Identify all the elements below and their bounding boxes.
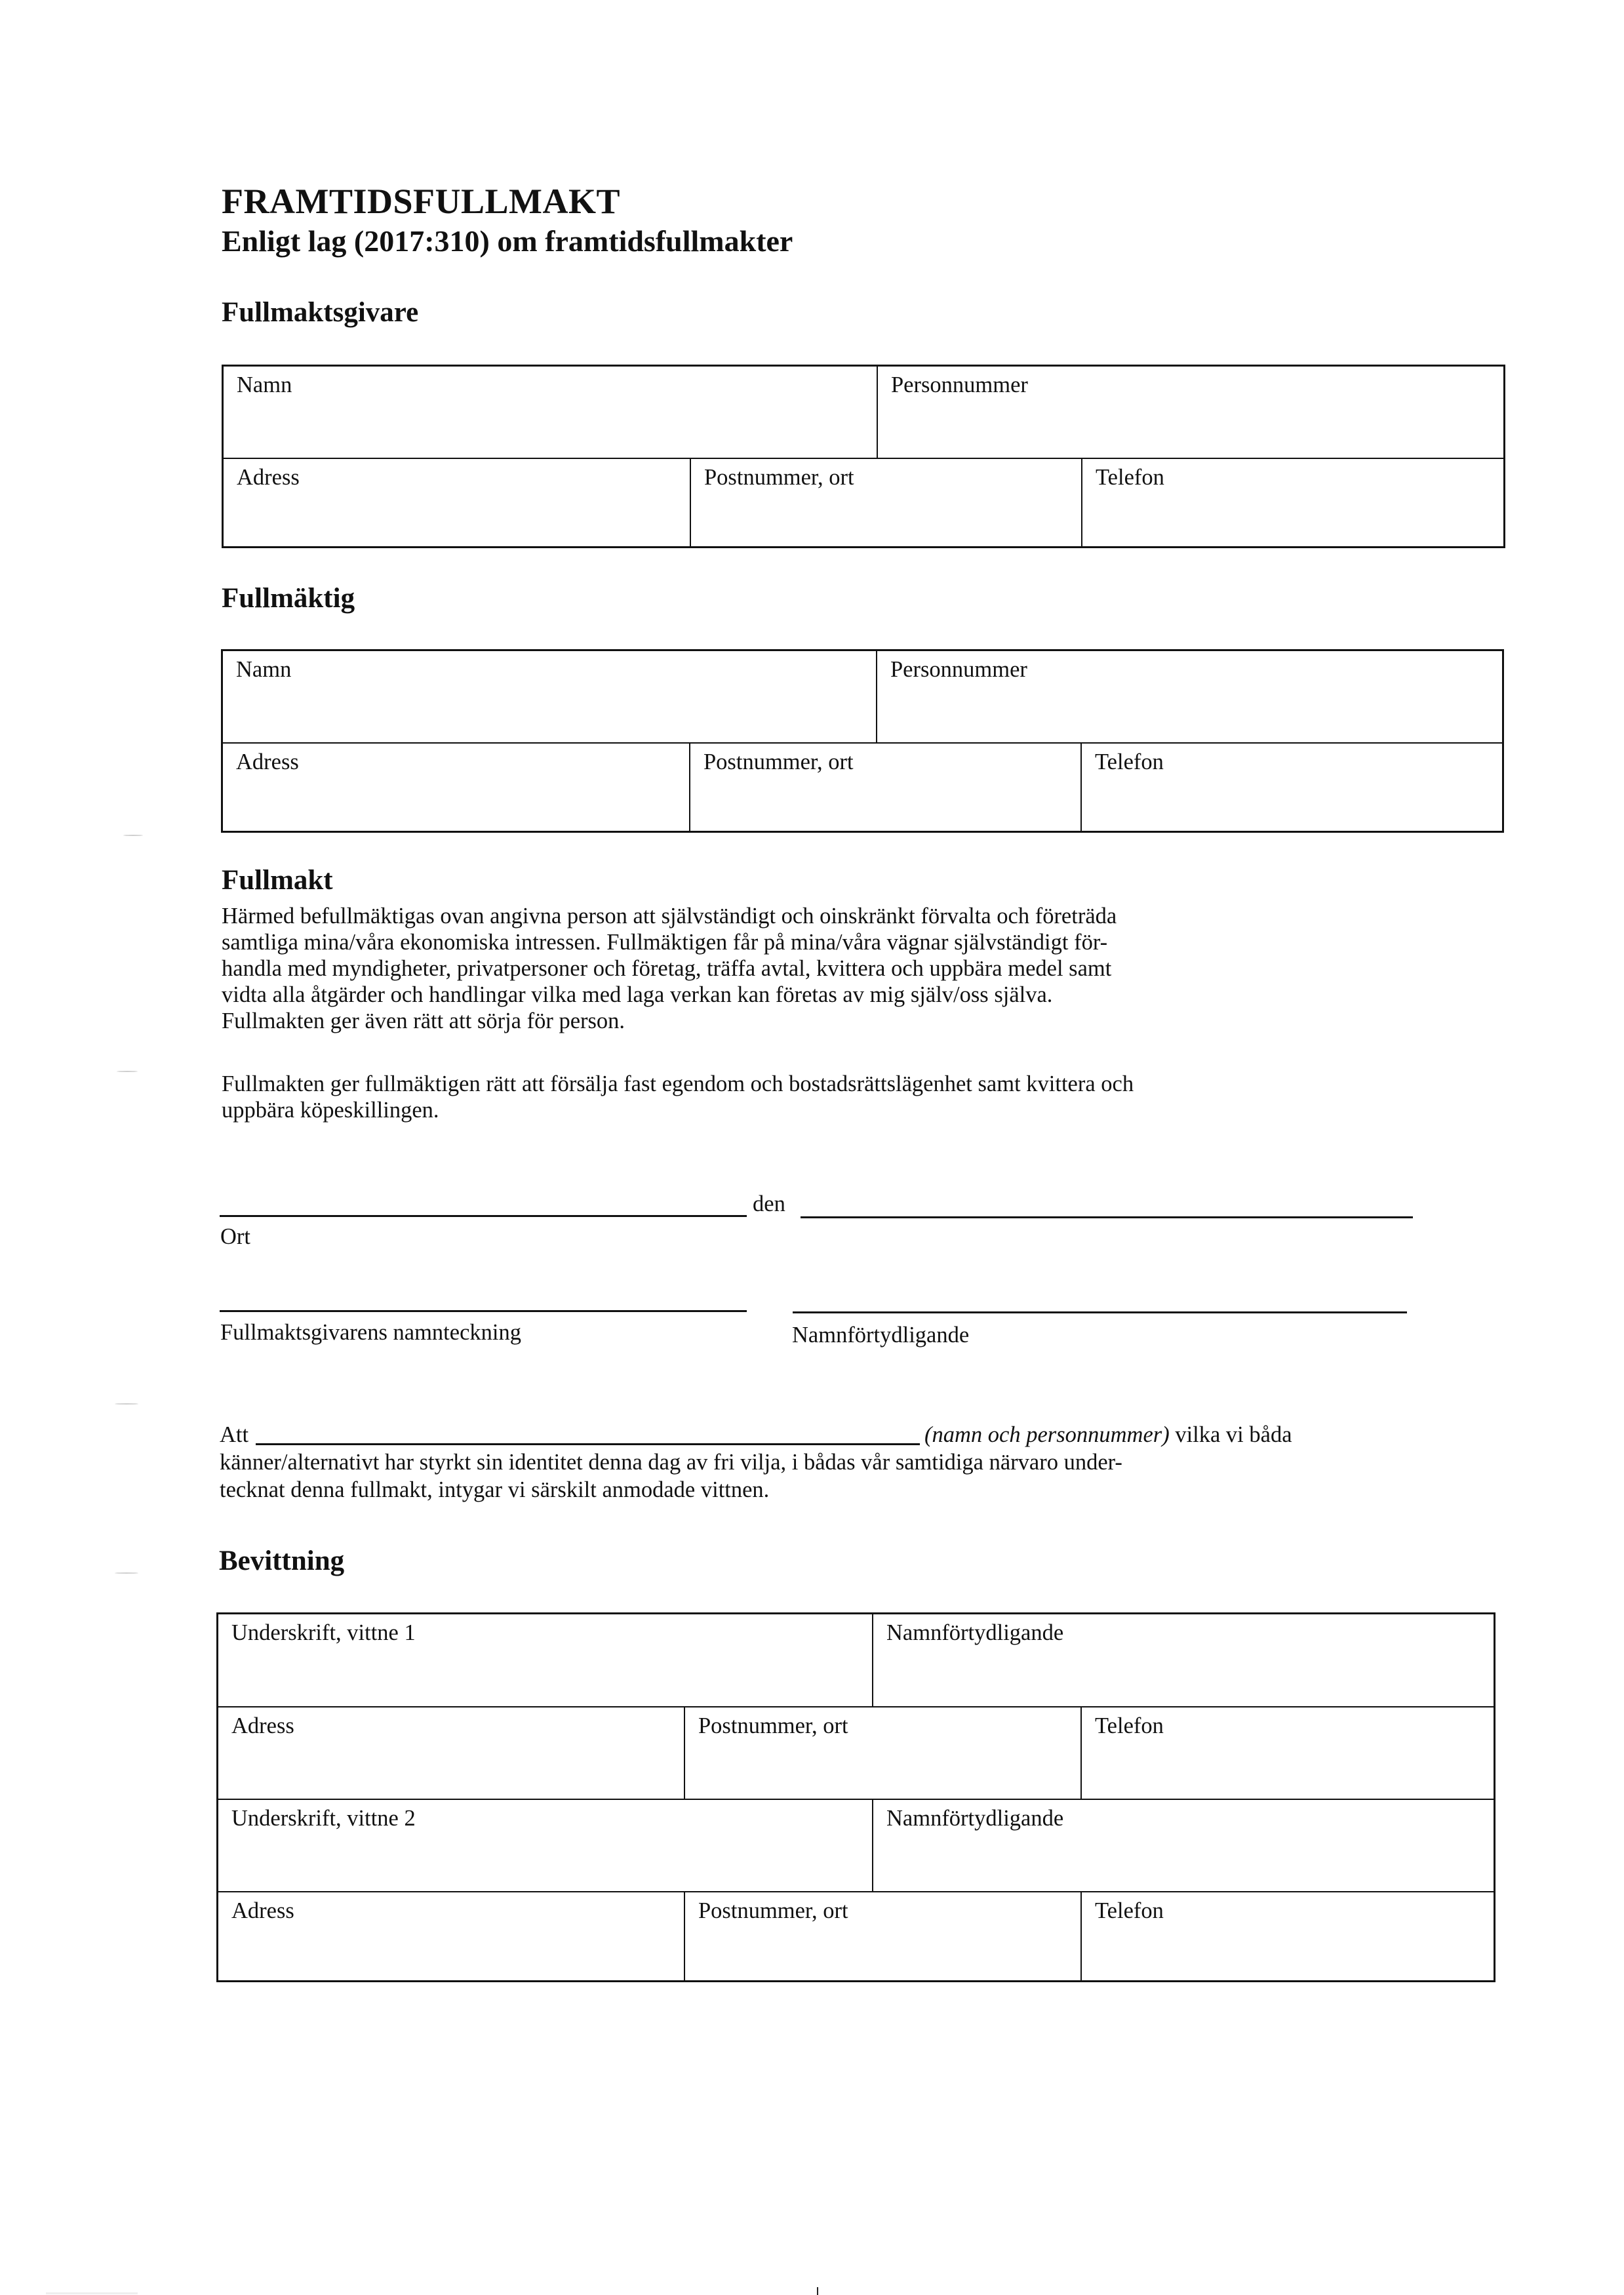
fullmakt-paragraph-1 bbox=[222, 903, 1507, 1034]
field-label: Postnummer, ort bbox=[704, 465, 854, 490]
form-row bbox=[218, 1706, 1494, 1799]
scan-artifact bbox=[117, 1071, 138, 1072]
document-subtitle: Enligt lag (2017:310) om framtidsfullmakter bbox=[222, 224, 793, 258]
field-adress-vittne-1[interactable] bbox=[218, 1707, 684, 1799]
field-label: Adress bbox=[237, 465, 300, 490]
field-label: Postnummer, ort bbox=[698, 1898, 848, 1923]
scan-artifact bbox=[115, 1403, 138, 1405]
field-telefon-vittne-2[interactable] bbox=[1080, 1892, 1494, 1980]
namnfortydligande-vittne-2-input[interactable] bbox=[886, 1837, 1487, 1876]
postnummer-ort-input[interactable] bbox=[704, 496, 1075, 535]
adress-vittne-2-input[interactable] bbox=[231, 1929, 677, 1968]
attestation-line-3: tecknat denna fullmakt, intygar vi särskilt anmodade vittnen. bbox=[220, 1477, 770, 1502]
postnummer-ort-vittne-2-input[interactable] bbox=[698, 1929, 1074, 1968]
field-telefon[interactable] bbox=[1080, 744, 1502, 831]
field-telefon[interactable] bbox=[1081, 459, 1503, 546]
field-label: Telefon bbox=[1095, 1713, 1164, 1738]
field-personnummer[interactable] bbox=[876, 651, 1502, 742]
section-heading-bevittning: Bevittning bbox=[219, 1546, 345, 1576]
field-label: Personnummer bbox=[891, 372, 1028, 397]
paragraph-line: Fullmakten ger fullmäktigen rätt att försälja fast egendom och bostadsrättslägenhet samt kvittera och bbox=[222, 1071, 1134, 1096]
adress-vittne-1-input[interactable] bbox=[231, 1744, 677, 1784]
field-label: Namnförtydligande bbox=[886, 1620, 1064, 1645]
telefon-input[interactable] bbox=[1096, 496, 1497, 535]
attestation-name-input[interactable] bbox=[259, 1416, 915, 1441]
adress-input[interactable] bbox=[236, 780, 683, 820]
scan-artifact bbox=[115, 1572, 138, 1574]
scan-artifact bbox=[46, 2292, 138, 2294]
paragraph-line: vidta alla åtgärder och handlingar vilka med laga verkan kan företas av mig själv/oss själva. bbox=[222, 982, 1053, 1007]
field-label: Adress bbox=[236, 749, 299, 774]
underskrift-vittne-2-input[interactable] bbox=[231, 1837, 865, 1876]
field-namnfortydligande-vittne-2[interactable] bbox=[872, 1800, 1494, 1891]
personnummer-input[interactable] bbox=[890, 688, 1495, 727]
underskrift-vittne-1-input[interactable] bbox=[231, 1651, 865, 1690]
adress-input[interactable] bbox=[237, 496, 683, 535]
field-label: Telefon bbox=[1095, 749, 1164, 774]
telefon-input[interactable] bbox=[1095, 780, 1495, 820]
field-adress[interactable] bbox=[224, 459, 690, 546]
field-underskrift-vittne-2[interactable] bbox=[218, 1800, 872, 1891]
form-row bbox=[218, 1614, 1494, 1706]
field-label: Telefon bbox=[1096, 465, 1164, 490]
field-label: Postnummer, ort bbox=[703, 749, 854, 774]
ort-input[interactable] bbox=[223, 1184, 741, 1212]
field-telefon-vittne-1[interactable] bbox=[1080, 1707, 1494, 1799]
paragraph-line: Fullmakten ger även rätt att sörja för person. bbox=[222, 1008, 625, 1033]
date-input[interactable] bbox=[804, 1184, 1407, 1212]
paragraph-line: samtliga mina/våra ekonomiska intressen. Fullmäktigen får på mina/våra vägnar självständigt för- bbox=[222, 930, 1108, 955]
form-row bbox=[218, 1799, 1494, 1891]
paragraph-line: uppbära köpeskillingen. bbox=[222, 1098, 439, 1123]
fullmaktig-form bbox=[221, 649, 1504, 833]
field-label: Telefon bbox=[1095, 1898, 1164, 1923]
scan-artifact bbox=[817, 2287, 818, 2295]
form-row bbox=[223, 651, 1502, 742]
paragraph-line: Härmed befullmäktigas ovan angivna person att självständigt och oinskränkt förvalta och företräda bbox=[222, 904, 1117, 928]
namnfortydligande-vittne-1-input[interactable] bbox=[886, 1651, 1487, 1690]
field-label: Postnummer, ort bbox=[698, 1713, 848, 1738]
field-label: Adress bbox=[231, 1898, 294, 1923]
form-row bbox=[224, 367, 1503, 458]
form-row bbox=[224, 458, 1503, 546]
form-row bbox=[218, 1891, 1494, 1980]
attestation-line-1-tail bbox=[924, 1422, 1292, 1448]
field-namn[interactable] bbox=[223, 651, 876, 742]
ort-line bbox=[220, 1215, 747, 1217]
section-heading-fullmaktig: Fullmäktig bbox=[222, 583, 355, 614]
paragraph-line: handla med myndigheter, privatpersoner och företag, träffa avtal, kvittera och uppbära medel samt bbox=[222, 956, 1112, 981]
field-postnummer-ort[interactable] bbox=[690, 459, 1081, 546]
postnummer-ort-vittne-1-input[interactable] bbox=[698, 1744, 1074, 1784]
field-label: Adress bbox=[231, 1713, 294, 1738]
namn-input[interactable] bbox=[236, 688, 869, 727]
namnfortydligande-label: Namnförtydligande bbox=[792, 1323, 970, 1347]
fullmaktsgivare-form bbox=[222, 365, 1505, 548]
attestation-line-2: känner/alternativt har styrkt sin identitet denna dag av fri vilja, i bådas vår samtidiga närvaro under- bbox=[220, 1450, 1122, 1475]
field-label: Namn bbox=[237, 372, 292, 397]
bevittning-form bbox=[216, 1612, 1495, 1982]
section-heading-fullmaktsgivare: Fullmaktsgivare bbox=[222, 297, 419, 328]
attestation-hint: (namn och personnummer) bbox=[924, 1422, 1170, 1447]
attestation-blank-line bbox=[256, 1443, 920, 1445]
fullmakt-paragraph-2 bbox=[222, 1071, 1507, 1123]
section-heading-fullmakt: Fullmakt bbox=[222, 865, 333, 896]
telefon-vittne-1-input[interactable] bbox=[1095, 1744, 1487, 1784]
field-label: Underskrift, vittne 1 bbox=[231, 1620, 416, 1645]
field-label: Underskrift, vittne 2 bbox=[231, 1806, 416, 1831]
field-postnummer-ort-vittne-2[interactable] bbox=[684, 1892, 1080, 1980]
field-label: Namn bbox=[236, 657, 292, 682]
field-postnummer-ort-vittne-1[interactable] bbox=[684, 1707, 1080, 1799]
field-label: Personnummer bbox=[890, 657, 1027, 682]
namnteckning-input[interactable] bbox=[223, 1275, 741, 1307]
namnteckning-label: Fullmaktsgivarens namnteckning bbox=[220, 1320, 521, 1345]
field-namnfortydligande-vittne-1[interactable] bbox=[872, 1614, 1494, 1706]
telefon-vittne-2-input[interactable] bbox=[1095, 1929, 1487, 1968]
field-label: Namnförtydligande bbox=[886, 1806, 1064, 1831]
attestation-prefix: Att bbox=[220, 1422, 249, 1447]
scan-artifact bbox=[123, 835, 143, 836]
namnfortydligande-input[interactable] bbox=[796, 1275, 1402, 1307]
field-postnummer-ort[interactable] bbox=[689, 744, 1080, 831]
postnummer-ort-input[interactable] bbox=[703, 780, 1074, 820]
namnteckning-line bbox=[220, 1310, 747, 1312]
field-personnummer[interactable] bbox=[877, 367, 1503, 458]
namnfortydligande-line bbox=[793, 1311, 1407, 1313]
date-line bbox=[801, 1216, 1413, 1218]
personnummer-input[interactable] bbox=[891, 403, 1497, 443]
document-title: FRAMTIDSFULLMAKT bbox=[222, 182, 621, 221]
namn-input[interactable] bbox=[237, 403, 870, 443]
form-row bbox=[223, 742, 1502, 831]
field-underskrift-vittne-1[interactable] bbox=[218, 1614, 872, 1706]
ort-label: Ort bbox=[220, 1224, 250, 1249]
den-label: den bbox=[753, 1191, 785, 1216]
field-adress[interactable] bbox=[223, 744, 689, 831]
attestation-line-1-rest: vilka vi båda bbox=[1169, 1422, 1292, 1447]
field-namn[interactable] bbox=[224, 367, 877, 458]
field-adress-vittne-2[interactable] bbox=[218, 1892, 684, 1980]
